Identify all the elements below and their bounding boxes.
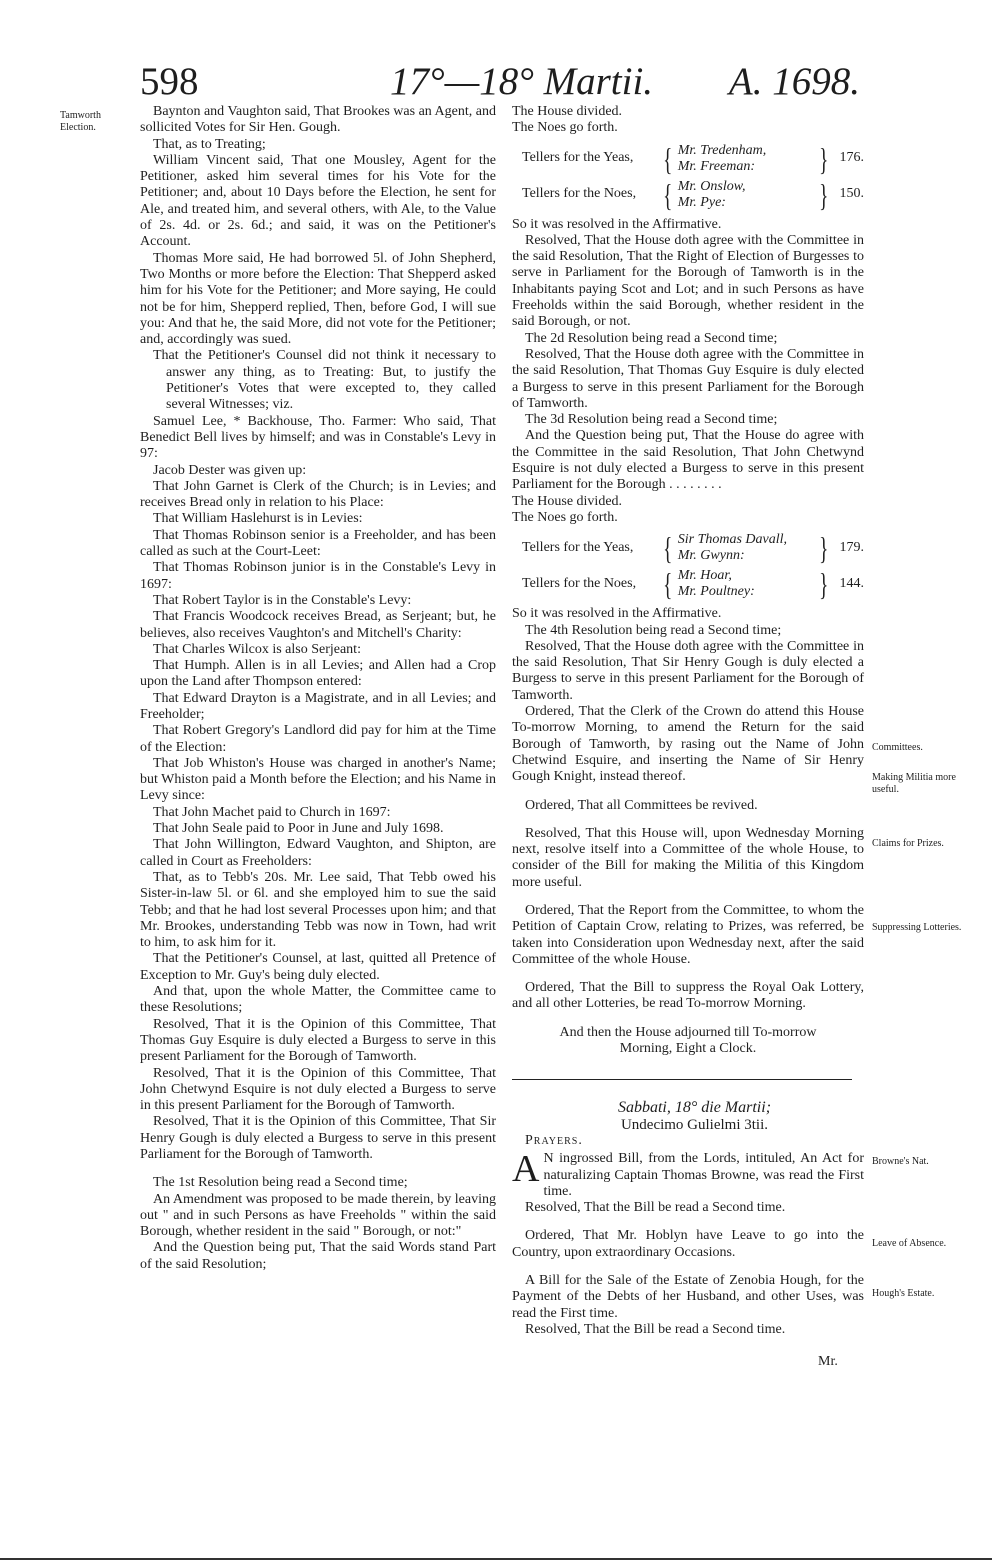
paragraph: That Edward Drayton is a Magistrate, and in all Levies; and Freeholder; [140, 690, 496, 722]
paragraph: That, as to Tebb's 20s. Mr. Lee said, That Tebb owed his Sister-in-law 5l. or 6l. and she employed him to sue the said Tebb; and that he had lost several Processes upon him; and that Mr. Brookes, understanding Tebb was now in Town, had writ to him, to ask him for it. [140, 869, 496, 951]
paragraph: That the Petitioner's Counsel did not think it necessary to answer any thing, as to Treating: But, to justify the Petitioner's Votes that were excepted to, they called several Witnesses; viz. [153, 348, 496, 413]
paragraph-militia: Resolved, That this House will, upon Wednesday Morning next, resolve itself into a Committee of the whole House, to consider of the Bill for making the Militia of this Kingdom more useful. [512, 825, 864, 890]
division-tellers-2 [522, 530, 864, 602]
teller-name: Mr. Freeman: [677, 158, 755, 174]
paragraph: That John Willington, Edward Vaughton, and Shipton, are called in Court as Freeholders: [140, 837, 496, 869]
tellers-label: Tellers for the Noes, [522, 576, 637, 592]
margin-note-absence: Leave of Absence. [872, 1238, 947, 1249]
paragraph: That Robert Gregory's Landlord did pay for him at the Time of the Election: [140, 723, 496, 755]
paragraph-browne [512, 1148, 864, 1200]
brace: { [663, 140, 673, 177]
page-header [140, 58, 860, 106]
tellers-yeas [522, 530, 864, 566]
paragraph: The 1st Resolution being read a Second time; [153, 1175, 408, 1191]
paragraph: That Robert Taylor is in the Constable's Levy: [153, 592, 412, 608]
brace: { [663, 176, 673, 213]
tellers-label: Tellers for the Noes, [522, 186, 637, 202]
teller-name: Mr. Hoar, [677, 568, 732, 584]
drop-cap: A [512, 1148, 540, 1191]
prayers-heading: Prayers. [525, 1132, 583, 1148]
paragraph: That the Petitioner's Counsel, at last, quitted all Pretence of Exception to Mr. Guy's being duly elected. [140, 951, 496, 983]
paragraph: Resolved, That the House doth agree with the Committee in the said Resolution, That the Right of Election of Burgesses to serve in Parliament for the Borough of Tamworth is in the Inhabitants paying Scot and Lot; and in such Persons as have Freeholds within the said Borough, whether resident in the said Borough, or not. [512, 232, 864, 330]
teller-name: Mr. Pye: [677, 194, 726, 210]
paragraph: That William Haslehurst is in Levies: [153, 511, 363, 527]
teller-name: Mr. Tredenham, [677, 142, 767, 158]
paragraph: And the Question being put, That the House do agree with the Committee in the said Resolution, That John Chetwynd Esquire is not duly elected a Burgess to serve in this present Parliament for the Borough . . . . . . . . [512, 428, 864, 493]
paragraph-prizes: Ordered, That the Report from the Committee, to whom the Petition of Captain Crow, relating to Prizes, was referred, be taken into Consideration upon Wednesday next, after the said Committee of the whole House. [512, 902, 864, 967]
paragraph: Ordered, That the Clerk of the Crown do attend this House To-morrow Morning, to amend the Return for the said Borough of Tamworth, by rasing out the Name of John Chetwind Esquire, and inserting the Name of Sir Henry Gough Knight, instead thereof. [512, 704, 864, 785]
page-year: A. 1698. [728, 60, 860, 103]
paragraph: That Thomas Robinson junior is in the Constable's Levy in 1697: [140, 560, 496, 592]
paragraph: That Charles Wilcox is also Serjeant: [153, 641, 361, 657]
page-number: 598 [140, 60, 199, 103]
vote-count: 176. [839, 150, 864, 166]
brace: } [819, 140, 829, 177]
day-heading: Sabbati, 18° die Martii; [617, 1099, 772, 1117]
paragraph: And the Question being put, That the said Words stand Part of the said Resolution; [140, 1240, 496, 1272]
brace: { [663, 566, 673, 603]
vote-count: 144. [839, 576, 864, 592]
tellers-label: Tellers for the Yeas, [522, 150, 634, 166]
paragraph: That Francis Woodcock receives Bread, as Serjeant; but, he believes, also receives Vaughton's and Mitchell's Charity: [140, 609, 496, 641]
paragraph: So it was resolved in the Affirmative. [512, 216, 722, 232]
paragraph: The 3d Resolution being read a Second time; [525, 412, 778, 428]
regnal-heading: Undecimo Gulielmi 3tii. [620, 1116, 769, 1133]
paragraph: That John Garnet is Clerk of the Church; is in Levies; and receives Bread only in relation to his Place: [140, 478, 496, 511]
paragraph: The 4th Resolution being read a Second time; [525, 622, 782, 638]
tellers-noes [522, 566, 864, 602]
paragraph-adjourn: And then the House adjourned till To-morrow Morning, Eight a Clock. [559, 1024, 817, 1057]
teller-name: Mr. Onslow, [677, 178, 746, 194]
paragraph-committees: Ordered, That all Committees be revived. [525, 797, 758, 813]
margin-note-browne: Browne's Nat. [872, 1156, 929, 1167]
paragraph: Baynton and Vaughton said, That Brookes was an Agent, and sollicited Votes for Sir Hen. Gough. [140, 104, 496, 136]
tellers-yeas [522, 141, 864, 177]
bottom-border [0, 1558, 992, 1560]
margin-note-tamworth: Tamworth Election. [60, 110, 101, 133]
paragraph: Jacob Dester was given up: [153, 462, 307, 478]
paragraph: The Noes go forth. [512, 120, 618, 136]
paragraph-lotteries: Ordered, That the Bill to suppress the Royal Oak Lottery, and all other Lotteries, be read To-morrow Morning. [512, 980, 864, 1012]
paragraph: Resolved, That the House doth agree with the Committee in the said Resolution, That Sir Henry Gough is duly elected a Burgess to serve in this present Parliament for the Borough of Tamworth. [512, 638, 864, 703]
catchword: Mr. [818, 1354, 838, 1369]
paragraph: The Noes go forth. [512, 509, 618, 525]
right-column [512, 104, 864, 1338]
vote-count: 179. [839, 540, 864, 556]
paragraph: Thomas More said, He had borrowed 5l. of John Shepherd, Two Months or more before the Election: That Shepperd asked him for his Vote for the Petitioner; and More saying, He could not be for him, Shepperd replied, Then, before God, I will sue you: And that he, the said More, did not vote for the Petitioner; and, accordingly was sued. [140, 250, 496, 348]
paragraph: That Humph. Allen is in all Levies; and Allen had a Crop upon the Land after Thompson entered: [140, 658, 496, 690]
paragraph: So it was resolved in the Affirmative. [512, 606, 722, 622]
paragraph: William Vincent said, That one Mousley, Agent for the Petitioner, asked him several times for his Vote for the Petitioner; and, about 10 Days before the Election, he sent for Ale, and treated him, and several others, with Ale, to the Value of 2s. 4d. or 2s. 6d.; and said, it was on the Petitioner's Account. [140, 152, 496, 250]
paragraph: Resolved, That the Bill be read a Second time. [525, 1321, 786, 1337]
paragraph: And that, upon the whole Matter, the Committee came to these Resolutions; [140, 984, 496, 1016]
paragraph: That Job Whiston's House was charged in another's Name; but Whiston paid a Month before the Election; and his Name in Levy since: [140, 755, 496, 804]
paragraph: The 2d Resolution being read a Second time; [525, 330, 778, 346]
division-tellers-1 [522, 141, 864, 213]
paragraph-browne-text: N ingrossed Bill, from the Lords, intituled, An Act for naturalizing Captain Thomas Browne, was read the First time. [543, 1151, 864, 1199]
paragraph: Resolved, That it is the Opinion of this Committee, That John Chetwynd Esquire is not duly elected a Burgess to serve in this present Parliament for the Borough of Tamworth. [140, 1065, 496, 1114]
paragraph: Samuel Lee, * Backhouse, Tho. Farmer: Who said, That Benedict Bell lives by himself; and was in Constable's Levy in 97: [140, 413, 496, 462]
margin-note-prizes: Claims for Prizes. [872, 838, 944, 849]
paragraph: The House divided. [512, 104, 623, 119]
brace: } [819, 530, 829, 567]
margin-note-lotteries: Suppressing Lotteries. [872, 922, 962, 933]
brace: } [819, 566, 829, 603]
paragraph: Resolved, That it is the Opinion of this Committee, That Sir Henry Gough is duly elected a Burgess to serve in this present Parliament for the Borough of Tamworth. [140, 1114, 496, 1162]
paragraph: That, as to Treating; [153, 136, 266, 152]
margin-note-committees: Committees. [872, 742, 923, 753]
teller-name: Mr. Gwynn: [677, 548, 745, 564]
left-column [140, 104, 496, 1273]
paragraph-hough: A Bill for the Sale of the Estate of Zenobia Hough, for the Payment of the Debts of her Husband, and other Uses, was read the First time. [512, 1273, 864, 1321]
paragraph: That John Seale paid to Poor in June and July 1698. [153, 821, 444, 837]
paragraph: Resolved, That the House doth agree with the Committee in the said Resolution, That Thomas Guy Esquire is duly elected a Burgess to serve in this present Parliament for the Borough of Tamworth. [512, 346, 864, 411]
tellers-label: Tellers for the Yeas, [522, 540, 634, 556]
paragraph: Resolved, That it is the Opinion of this Committee, That Thomas Guy Esquire is duly elected a Burgess to serve in this present Parliament for the Borough of Tamworth. [140, 1016, 496, 1065]
paragraph: That Thomas Robinson senior is a Freeholder, and has been called as such at the Court-Leet: [140, 527, 496, 560]
page-date: 17°—18° Martii. [390, 60, 654, 103]
teller-name: Mr. Poultney: [677, 584, 755, 600]
margin-note-militia: Making Militia more useful. [872, 772, 956, 795]
teller-name: Sir Thomas Davall, [677, 532, 788, 548]
margin-note-hough: Hough's Estate. [872, 1288, 935, 1299]
section-divider [512, 1079, 852, 1080]
brace: { [663, 530, 673, 567]
paragraph: That John Machet paid to Church in 1697: [153, 804, 391, 820]
vote-count: 150. [839, 186, 864, 202]
brace: } [819, 176, 829, 213]
paragraph: The House divided. [512, 493, 623, 509]
paragraph: An Amendment was proposed to be made therein, by leaving out " and in such Persons as have Freeholds " within the said Borough, whether resident in the said " Borough, or not:" [140, 1191, 496, 1240]
tellers-noes [522, 177, 864, 213]
paragraph: Resolved, That the Bill be read a Second time. [525, 1200, 786, 1216]
paragraph-hoblyn: Ordered, That Mr. Hoblyn have Leave to go into the Country, upon extraordinary Occasions. [512, 1228, 864, 1260]
